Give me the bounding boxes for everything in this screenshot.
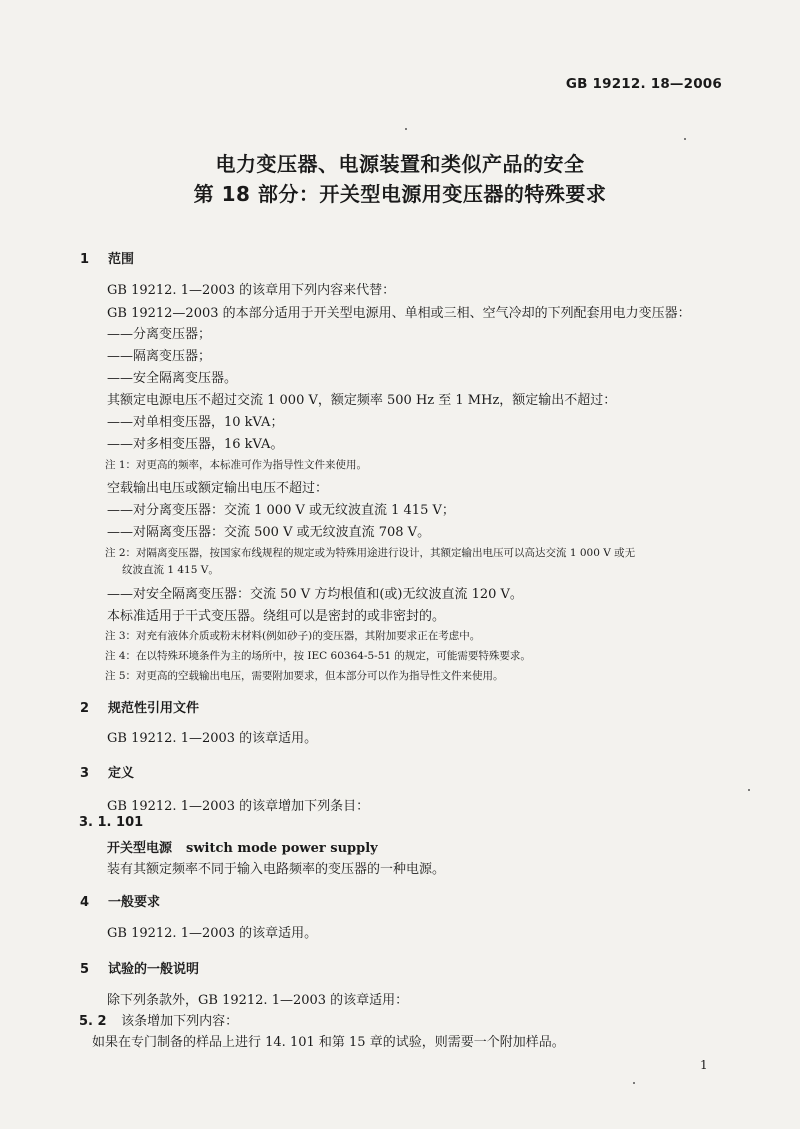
section-number: 4 <box>80 895 90 910</box>
paragraph: GB 19212—2003 的本部分适用于开关型电源用、单相或三相、空气冷却的下列配套用电力变压器： <box>107 306 691 321</box>
note: 注 5：对更高的空载输出电压，需要附加要求，但本部分可以作为指导性文件来使用。 <box>105 670 504 682</box>
list-item: ——对隔离变压器：交流 500 V 或无纹波直流 708 V。 <box>107 525 431 540</box>
note-continuation: 纹波直流 1 415 V。 <box>122 564 219 576</box>
note: 注 4：在以特殊环境条件为主的场所中，按 IEC 60364-5-51 的规定，可能需要特殊要求。 <box>105 650 531 662</box>
standard-number: GB 19212. 18—2006 <box>565 76 722 92</box>
subclause-number: 3. 1. 101 <box>79 815 144 830</box>
list-item: ——对安全隔离变压器：交流 50 V 方均根值和(或)无纹波直流 120 V。 <box>107 587 523 602</box>
scan-speck <box>633 1082 635 1084</box>
paragraph: GB 19212. 1—2003 的该章增加下列条目： <box>107 799 370 814</box>
section-4-heading <box>80 891 160 910</box>
list-item: ——对单相变压器，10 kVA； <box>107 415 284 430</box>
title-line-2: 第 18 部分：开关型电源用变压器的特殊要求 <box>193 182 607 206</box>
scan-speck <box>748 789 750 791</box>
section-title: 试验的一般说明 <box>108 962 200 977</box>
paragraph: 其额定电源电压不超过交流 1 000 V，额定频率 500 Hz 至 1 MHz，额定输出不超过： <box>107 393 617 408</box>
list-item: ——对多相变压器，16 kVA。 <box>107 437 284 452</box>
section-2-heading <box>80 697 199 716</box>
list-item: ——分离变压器； <box>107 327 212 342</box>
list-item: ——隔离变压器； <box>107 349 212 364</box>
paragraph: 空载输出电压或额定输出电压不超过： <box>107 481 329 496</box>
section-number: 5 <box>80 962 90 977</box>
section-title: 定义 <box>108 766 135 781</box>
scan-speck <box>405 128 407 130</box>
term-chinese: 开关型电源 <box>107 841 173 856</box>
section-number: 2 <box>80 701 90 716</box>
section-5-heading <box>80 958 199 977</box>
subclause-text: 该条增加下列内容： <box>121 1014 239 1029</box>
list-item: ——对分离变压器：交流 1 000 V 或无纹波直流 1 415 V； <box>107 503 455 518</box>
section-title: 范围 <box>108 252 135 267</box>
note: 注 1：对更高的频率，本标准可作为指导性文件来使用。 <box>105 459 368 471</box>
scan-speck <box>684 138 686 140</box>
list-item: ——安全隔离变压器。 <box>107 371 238 386</box>
section-number: 3 <box>80 766 90 781</box>
title-line-1: 电力变压器、电源装置和类似产品的安全 <box>215 152 585 176</box>
subclause-number: 5. 2 <box>79 1014 107 1029</box>
definition-term <box>107 837 378 856</box>
paragraph: 本标准适用于干式变压器。绕组可以是密封的或非密封的。 <box>107 609 446 624</box>
paragraph: GB 19212. 1—2003 的该章适用。 <box>107 926 318 941</box>
note: 注 2：对隔离变压器，按国家布线规程的规定或为特殊用途进行设计，其额定输出电压可以高达交流 1 000 V 或无 <box>105 547 636 559</box>
section-number: 1 <box>80 252 90 267</box>
definition-text: 装有其额定频率不同于输入电路频率的变压器的一种电源。 <box>107 862 446 877</box>
page-number: 1 <box>700 1058 708 1072</box>
section-title: 一般要求 <box>108 895 161 910</box>
paragraph: GB 19212. 1—2003 的该章适用。 <box>107 731 318 746</box>
subclause-5-2 <box>79 1010 238 1029</box>
section-3-heading <box>80 762 134 781</box>
term-english: switch mode power supply <box>186 841 378 856</box>
paragraph: 如果在专门制备的样品上进行 14. 101 和第 15 章的试验，则需要一个附加样品。 <box>92 1035 565 1050</box>
paragraph: 除下列条款外，GB 19212. 1—2003 的该章适用： <box>107 993 409 1008</box>
note: 注 3：对充有液体介质或粉末材料(例如砂子)的变压器，其附加要求正在考虑中。 <box>105 630 481 642</box>
paragraph: GB 19212. 1—2003 的该章用下列内容来代替： <box>107 283 396 298</box>
section-1-heading <box>80 248 134 267</box>
section-title: 规范性引用文件 <box>108 701 200 716</box>
